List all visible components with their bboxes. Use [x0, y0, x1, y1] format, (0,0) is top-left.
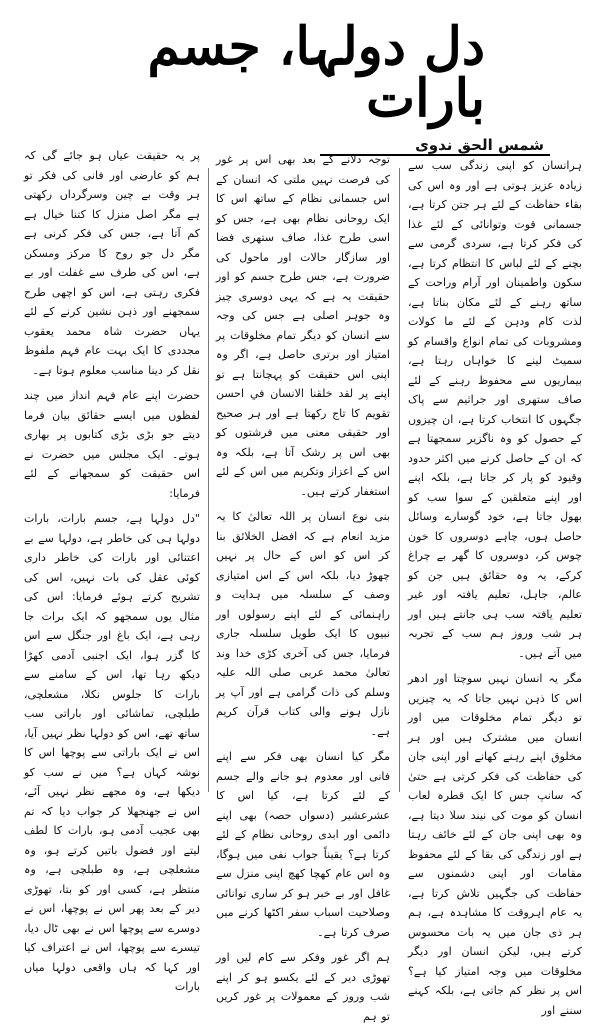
column-3	[24, 146, 200, 993]
paragraph: پر یہ حقیقت عیاں ہو جائے گی کہ ہم کو عارضی اور فانی کی فکر تو ہر وقت بے چین وسرگرداں رکھتی ہے مگر اصل منزل کا کتنا خیال ہے کم آتا ہے، جس کی فکر کرنی ہے مگر دل جو روح کا مرکز ومسکن ہے، اس کی طرف سے غفلت اور بے فکری رہتی ہے، اس کو اچھی طرح سمجھنے اور ذہن نشین کرنے کے لئے یہاں حضرت شاہ محمد یعقوب مجددی کا ایک بہت عام فہم ملفوظ نقل کر دینا مناسب معلوم ہوتا ہے۔	[24, 149, 200, 377]
paragraph: توجہ دلانے کے بعد بھی اس پر غور کی فرصت نہیں ملتی کہ انسان کے اس جسمانی نظام کے ساتھ اس کا ایک روحانی نظام بھی ہے، جس کو اسی طرح غذا، صاف ستھری فضا اور سازگار حالات اور ماحول کی ضرورت ہے، جس طرح جسم کو اور حقیقت یہ ہے کہ یہی دوسری چیز وہ جوہر اصلی ہے جس کی وجہ سے انسان کو دیگر تمام مخلوقات پر امتیاز اور برتری حاصل ہے، اگر وہ اپنی اس حقیقت کو پہچانتا ہے تو اپنے پر لقد خلقنا الانسان في احسن تقويم کا تاج رکھتا ہے اور ہر صحیح اور حقیقی معنی میں فرشتوں کو بھی اس پر رشک آتا ہے، بلکہ وہ اس کے اعزاز وتکریم میں اس کے لئے استغفار کرتے ہیں۔	[216, 153, 390, 498]
column-2	[216, 150, 390, 1023]
article-headline: دل دولہا، جسم بارات	[147, 16, 485, 129]
paragraph: "دل دولہا ہے، جسم بارات، بارات دولہا ہی کی خاطر ہے، دولہا سے بے اعتنائی اور بارات کی خاطر داری کوئی عقل کی بات نہیں، اس کی تشریح کرتے ہوئے فرمایا: اس کی مثال یوں سمجھو کہ ایک برات جا رہی ہے، ایک باغ اور جنگل سے اس کا گزر ہوا، ایک اجنبی آدمی کھڑا دیکھ رہا تھا، اس کے سامنے سے بارات کا جلوس نکلا، مشعلچی، طبلچی، تماشائی اور باراتی سب ساتھ تھے، اس کو دولہا نظر نہیں آیا، اس نے ایک باراتی سے پوچھا اس کا نوشہ کہاں ہے؟ میں نے سب کو دیکھا ہے، وہ مجھے نظر نہیں آئے، اس نے جھنجھلا کر جواب دیا کہ تم بھی عجیب آدمی ہو، بارات کا لطف لیتے اور فضول باتیں کرتے ہو، وہ مشعلچی ہے، وہ طبلچی ہے، وہ منتظر ہے، کسی اور کو بتا، تھوڑی دیر کے بعد پھر اس نے پوچھا، اس نے دوسرے سے پوچھا اس نے بھی ٹال دیا، تیسرے سے پوچھا، اس نے اعتراف کیا اور کہا کہ ہاں واقعی دولہا میاں بارات	[24, 512, 200, 993]
author-name: شمس الحق ندوی	[415, 136, 544, 154]
article-body	[12, 149, 582, 1023]
paragraph: ہرانسان کو اپنی زندگی سب سے زیادہ عزیز ہوتی ہے اور وہ اس کی بقاء حفاظت کے لئے ہر جتن کرتا ہے، جسمانی قوت وتوانائی کے لئے غذا کی فکر کرتا ہے، سردی گرمی سے بچنے کے لئے لباس کا انتظام کرتا ہے، سکون واطمینان اور آرام وراحت کے ساتھ رہنے کے لئے مکان بناتا ہے، لذت کام ودہن کے لئے ما کولات ومشروبات کی تمام انواع واقسام کو سمیٹ لینے کا خواہاں رہتا ہے، بیماریوں سے محفوظ رہنے کے لئے صاف ستھری اور جراثیم سے پاک جگہوں کا انتخاب کرتا ہے، ان چیزوں کے حصول کو وہ ناگزیر سمجھتا ہے کہ ان کے حاصل کرنے میں اکثر حدود وقیود کو پار کر جاتا ہے، بلکہ اپنے اور اپنے متعلقین کے سوا سب کو بھول جاتا ہے، خود گوسارے وسائل حاصل ہوں، چاہے دوسروں کا خون چوس کر، دوسروں کا گھر بے چراغ کرکے، یہ وہ حقائق ہیں جن کو عالم، جاہل، تعلیم یافتہ اور غیر تعلیم یافتہ سب ہی جانتے ہیں اور ہر شب وروز ہم سب کے تجربہ میں آتے ہیں۔	[408, 159, 582, 660]
paragraph: ہم اگر غور وفکر سے کام لیں اور تھوڑی دیر کے لئے یکسو ہو کر اپنے شب وروز کے معمولات پر غور کریں تو ہم	[216, 951, 390, 1023]
paragraph: مگر کیا انسان بھی فکر سے اپنے فانی اور معدوم ہو جانے والے جسم کے لئے کرتا ہے، کیا اس کا عشرعشیر (دسواں حصہ) بھی اپنے دائمی اور ابدی روحانی نظام کے لئے کرتا ہے؟ یقیناً جواب نفی میں ہوگا، وہ اس عام کھچا کھچ اپنی منزل سے غافل اور بے خبر ہو کر ساری توانائی وصلاحیت اسباب سفر اکٹھا کرنے میں صرف کرتا ہے۔	[216, 750, 390, 939]
paragraph: مگر یہ انسان نہیں سوچتا اور ادھر اس کا ذہن نہیں جاتا کہ یہ چیزیں تو دیگر تمام مخلوقات میں اور انسان میں مشترک ہیں اور ہر مخلوق اپنے رہنے کھانے اور اپنی جان کی حفاظت کی فکر کرتی ہے حتیٰ کہ سانپ جس کا ایک قطرہ لعاب انسان کو موت کی نیند سلا دیتا ہے، وہ بھی اپنی جان کے لئے خائف رہتا ہے اور زندگی کی بقا کے لئے محفوظ مقامات اور اپنی دشمنوں سے حفاظت کی جگہیں تلاش کرتا ہے، یہ عام اہروقت کا مشاہدہ ہے، ہم ہر ذی جان میں یہ بات محسوس کرتے ہیں، لیکن انسان اور دیگر مخلوقات میں وجہ امتیاز کیا ہے؟ اس پر نظر کم جاتی ہے، بلکہ کہنے سننے اور	[408, 672, 582, 1017]
paragraph: بنی نوع انسان پر اللہ تعالیٰ کا یہ مزید انعام ہے کہ افضل الخلائق بنا کر اس کو اس کے حال پر نہیں چھوڑ دیا، بلکہ اس کے اس امتیازی وصف کے سلسلہ میں ہدایت و راہنمائی کے لئے اپنے رسولوں اور نبیوں کا ایک طویل سلسلہ جاری فرمایا، جس کی آخری کڑی خدا وند تعالیٰ محمد عربی صلی اللہ علیہ وسلم کی ذات گرامی ہے اور آپ پر نازل ہونے والی کتاب قرآن کریم ہے۔	[216, 510, 390, 738]
paragraph: حضرت اپنے عام فہم انداز میں چند لفظوں میں ایسے حقائق بیان فرما دیتے جو بڑی بڑی کتابوں پر بھاری ہوتے۔ ایک مجلس میں حضرت نے اس حقیقت کو سمجھانے کے لئے فرمایا:	[24, 389, 200, 500]
column-divider	[399, 168, 400, 792]
column-divider	[208, 168, 209, 792]
column-1	[408, 156, 582, 1017]
